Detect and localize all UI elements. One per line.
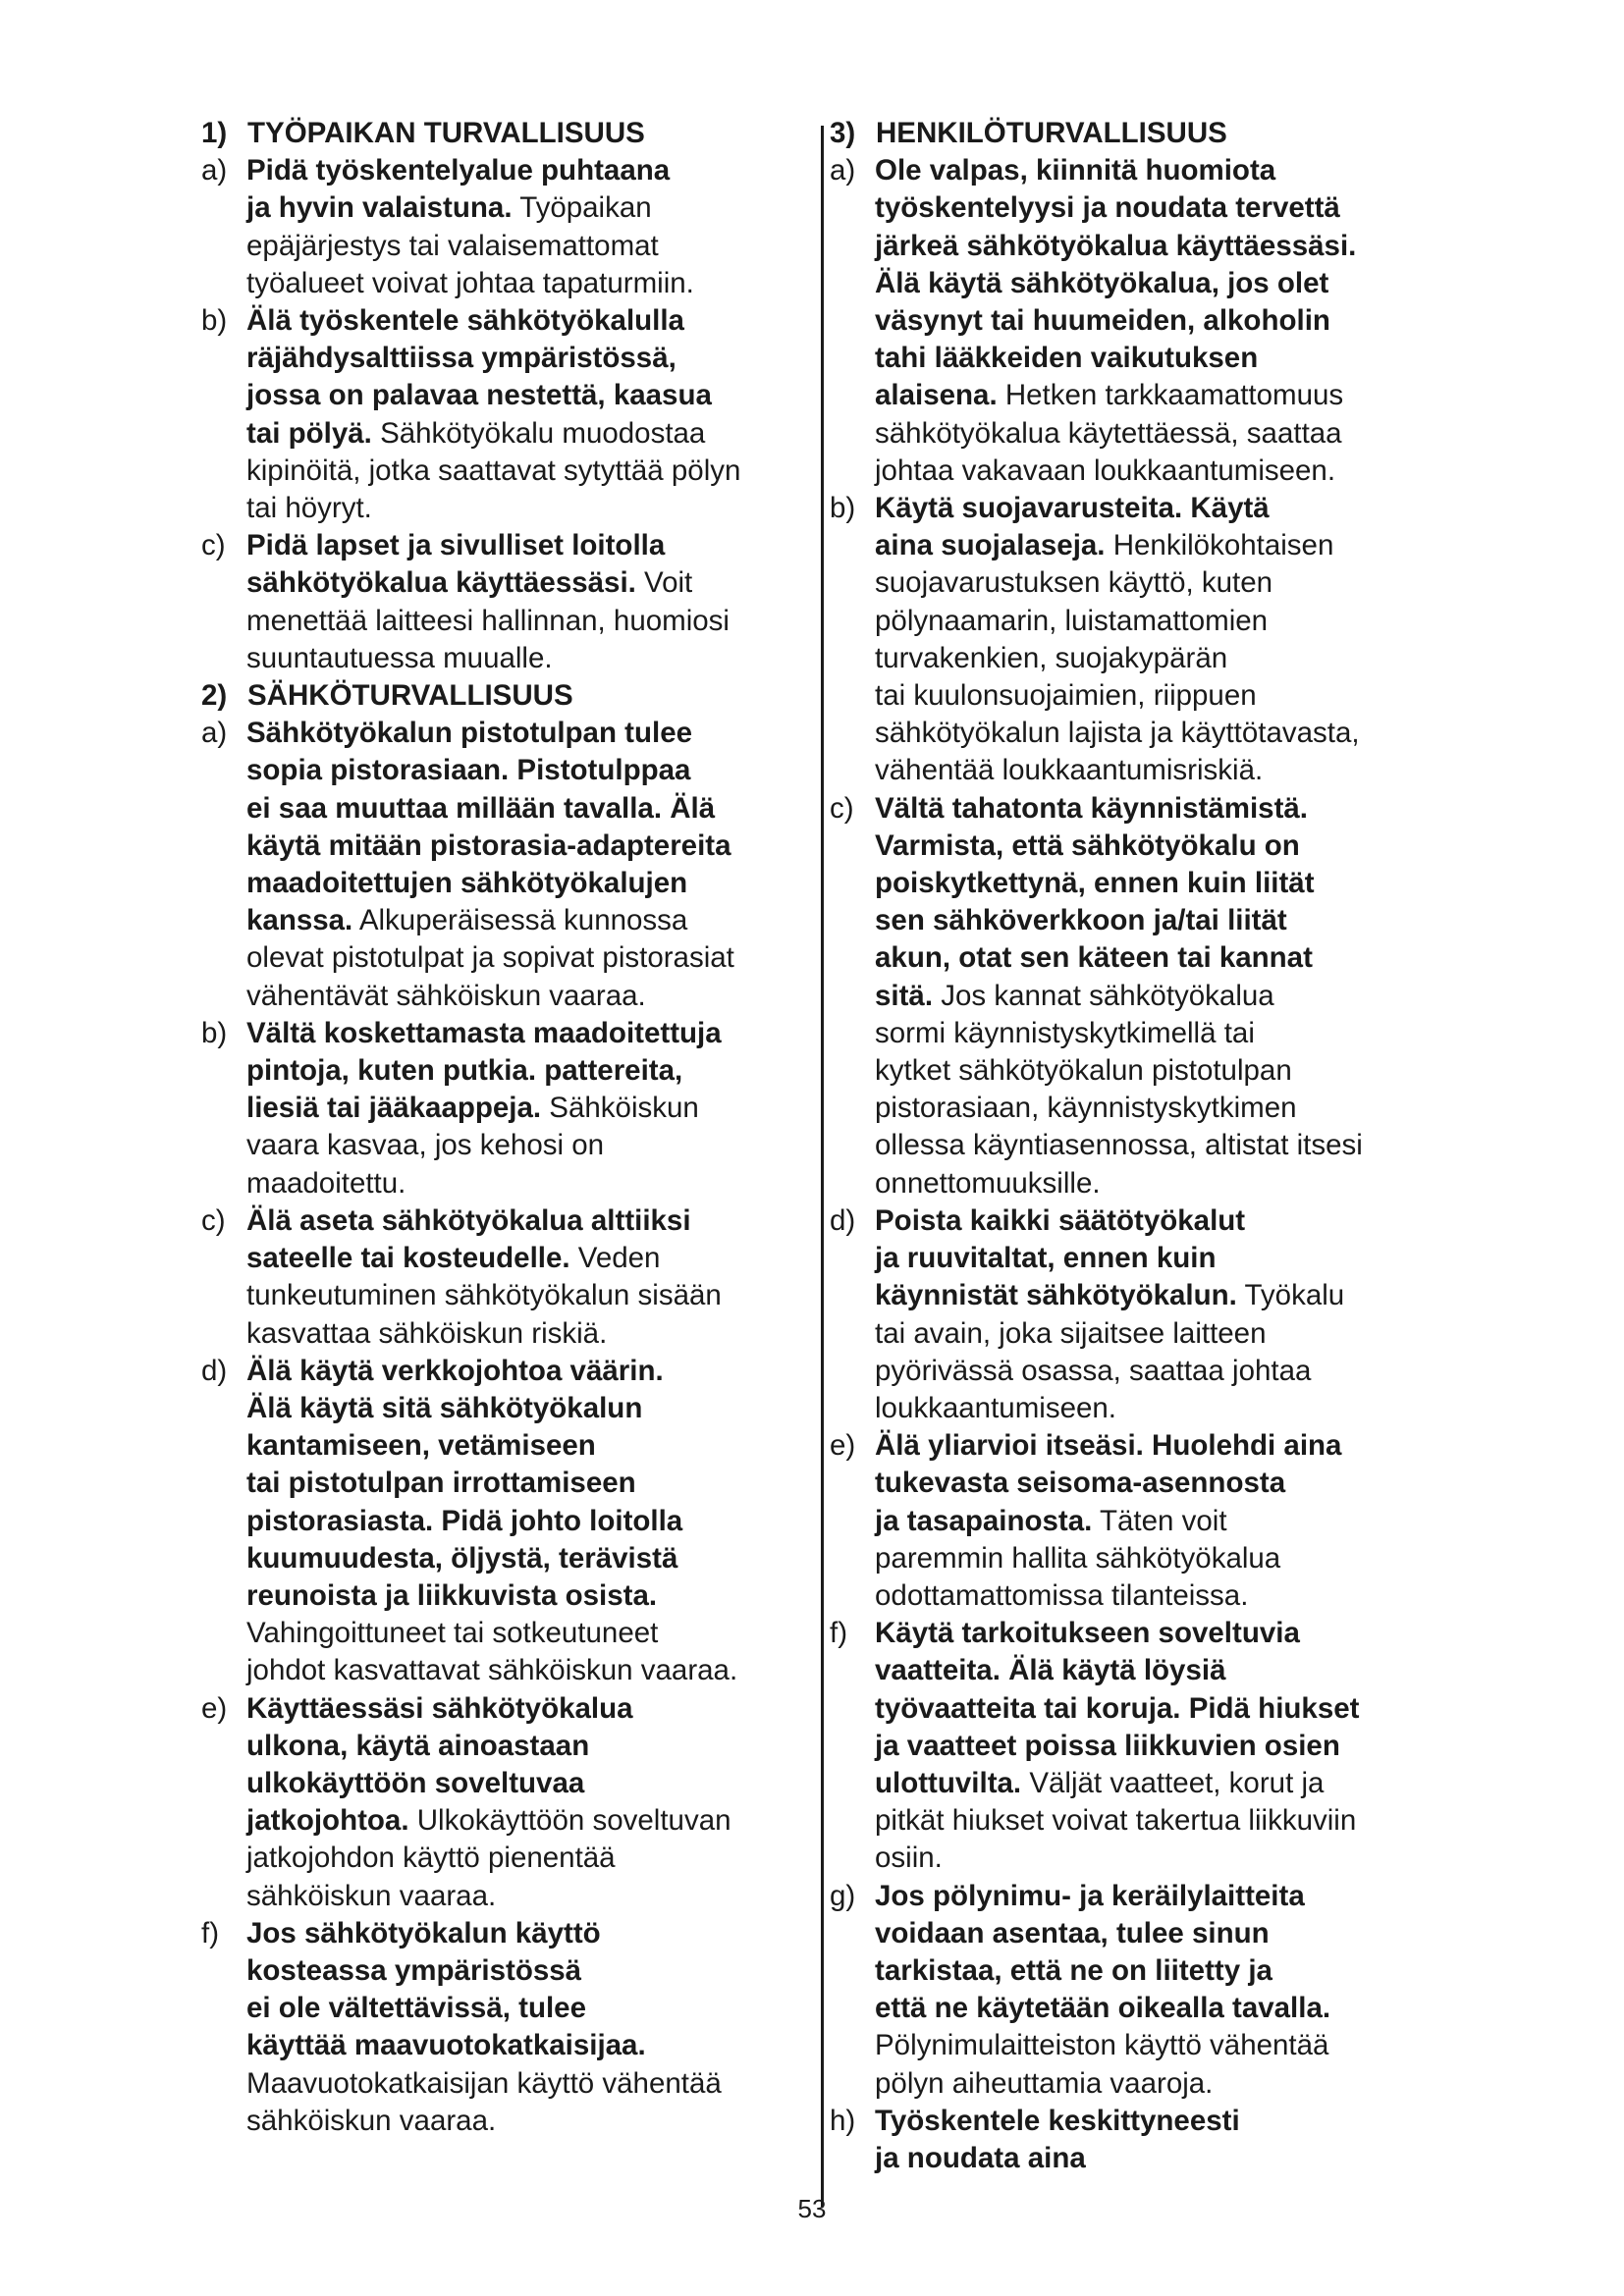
item-label: f) [201,1916,220,1949]
section-title: TYÖPAIKAN TURVALLISUUS [247,117,645,149]
list-item-1b [201,302,820,527]
item-bold-text: Jos sähkötyökalun käyttö kosteassa ympäristössä ei ole vältettävissä, tulee käyttää maavuotokatkaisijaa. [246,1916,646,2062]
item-bold-text: Vältä koskettamasta maadoitettuja pintoja, kuten putkia. pattereita, liesiä tai jääkaappeja. [246,1016,722,1125]
item-bold-text: Käytä tarkoitukseen soveltuvia vaatteita. Älä käytä löysiä työvaatteita tai koruja. Pidä hiukset ja vaatteet poissa liikkuvien osien ulottuvilta. [875,1617,1360,1799]
item-text [875,790,1458,1202]
item-label: c) [201,1203,226,1237]
list-item-3c [830,790,1458,1202]
item-text [875,1878,1458,2103]
list-item-2c [201,1202,820,1353]
item-body-text: Voit menettää laitteesi hallinnan, huomiosi suuntautuessa muualle. [246,566,730,674]
item-text [246,302,820,527]
list-item-3f [830,1615,1458,1877]
item-text [875,490,1458,790]
item-text [246,1353,820,1690]
item-text [875,152,1458,490]
item-label: b) [201,1016,228,1049]
item-bold-text: Älä käytä verkkojohtoa väärin. Älä käytä sitä sähkötyökalun kantamiseen, vetämiseen tai pistotulpan irrottamiseen pistorasiasta. Pidä johto loitolla kuumuudesta, öljystä, terävistä reunoista ja liikkuvista osista. [246,1354,683,1612]
item-bold-text: Pidä työskentelyalue puhtaana ja hyvin valaistuna. [246,154,671,225]
item-body-text: Vahingoittuneet tai sotkeutuneet johdot kasvattavat sähköiskun vaaraa. [246,1617,738,1687]
item-label: a) [201,154,228,187]
item-label: h) [830,2104,856,2137]
list-item-2f [201,1915,820,2140]
list-item-2a [201,715,820,1015]
list-item-3a [830,152,1458,490]
item-body-text: Työkalu tai avain, joka sijaitsee laitteen pyörivässä osassa, saattaa johtaa loukkaantumiseen. [875,1279,1345,1424]
list-item-1c [201,527,820,677]
item-text [875,2103,1458,2177]
section-number: 1) [201,117,228,149]
column-divider [821,126,824,2207]
item-body-text: Maavuotokatkaisijan käyttö vähentää sähköiskun vaaraa. [246,2066,722,2137]
item-body-text: Ulkokäyttöön soveltuvan jatkojohdon käyttö pienentää sähköiskun vaaraa. [246,1804,731,1912]
section-number: 2) [201,679,228,713]
item-body-text: Sähköiskun vaara kasvaa, jos kehosi on maadoitettu. [246,1092,699,1200]
item-body-text: Henkilökohtaisen suojavarustuksen käyttö, kuten pölynaamarin, luistamattomien turvakenkien, suojakypärän tai kuulonsuojaimien, riippuen sähkötyökalun lajista ja käyttötavasta, vähentää loukkaantumisriskiä. [875,529,1360,787]
item-text [246,1690,820,1915]
item-text [246,715,820,1015]
list-item-2e [201,1690,820,1915]
item-label: a) [830,154,856,187]
list-item-3b [830,490,1458,790]
list-item-2d [201,1353,820,1690]
list-item-3h [830,2103,1458,2177]
item-label: c) [830,791,854,825]
item-body-text: Alkuperäisessä kunnossa olevat pistotulpat ja sopivat pistorasiat vähentävät sähköiskun vaaraa. [246,904,734,1012]
item-label: c) [201,529,226,562]
item-label: e) [830,1429,856,1463]
left-column [201,115,820,2140]
section-heading-2 [201,677,820,715]
item-label: d) [830,1203,856,1237]
item-bold-text: Käyttäessäsi sähkötyökalua ulkona, käytä ainoastaan ulkokäyttöön soveltuvaa jatkojohtoa. [246,1691,633,1838]
item-body-text: Veden tunkeutuminen sähkötyökalun sisään kasvattaa sähköiskun riskiä. [246,1242,722,1350]
item-bold-text: Työskentele keskittyneesti ja noudata aina [875,2104,1240,2174]
item-label: b) [830,492,856,525]
item-body-text: Täten voit paremmin hallita sähkötyökalua odottamattomissa tilanteissa. [875,1504,1281,1612]
section-heading-3 [830,115,1458,152]
item-label: g) [830,1879,856,1912]
right-column [830,115,1458,2177]
item-text [875,1427,1458,1615]
item-text [875,1615,1458,1877]
item-bold-text: Jos pölynimu- ja keräilylaitteita voidaan asentaa, tulee sinun tarkistaa, että ne on liitetty ja että ne käytetään oikealla tavalla. [875,1879,1331,2025]
item-label: e) [201,1691,228,1725]
item-bold-text: Poista kaikki säätötyökalut ja ruuvitaltat, ennen kuin käynnistät sähkötyökalun. [875,1203,1246,1312]
item-bold-text: Pidä lapset ja sivulliset loitolla sähkötyökalua käyttäessäsi. [246,529,666,600]
section-title: HENKILÖTURVALLISUUS [876,117,1227,149]
item-text [875,1202,1458,1427]
item-body-text: Pölynimulaitteiston käyttö vähentää pölyn aiheuttamia vaaroja. [875,2029,1329,2100]
item-label: a) [201,717,228,750]
item-bold-text: Älä työskentele sähkötyökalulla räjähdysalttiissa ympäristössä, jossa on palavaa nestettä, kaasua tai pölyä. [246,304,712,450]
item-label: d) [201,1354,228,1387]
section-number: 3) [830,117,856,149]
item-text [246,1015,820,1202]
item-bold-text: Ole valpas, kiinnitä huomiota työskentelyysi ja noudata tervettä järkeä sähkötyökalua käyttäessäsi. Älä käytä sähkötyökalua, jos olet väsynyt tai huumeiden, alkoholin tahi lääkkeiden vaikutuksen alaisena. [875,154,1357,412]
item-bold-text: Käytä suojavarusteita. Käytä aina suojalaseja. [875,492,1270,562]
section-title: SÄHKÖTURVALLISUUS [247,679,573,713]
item-body-text: Väljät vaatteet, korut ja pitkät hiukset voivat takertua liikkuviin osiin. [875,1766,1357,1875]
list-item-3g [830,1878,1458,2103]
list-item-3d [830,1202,1458,1427]
item-text [246,152,820,302]
section-heading-1 [201,115,820,152]
item-text [246,1915,820,2140]
item-label: b) [201,304,228,338]
item-text [246,1202,820,1353]
item-bold-text: Sähkötyökalun pistotulpan tulee sopia pistorasiaan. Pistotulppaa ei saa muuttaa millään tavalla. Älä käytä mitään pistorasia-adaptereita maadoitettujen sähkötyökalujen kanssa. [246,717,731,937]
list-item-1a [201,152,820,302]
item-body-text: Sähkötyökalu muodostaa kipinöitä, jotka saattavat sytyttää pölyn tai höyryt. [246,416,741,525]
item-bold-text: Vältä tahatonta käynnistämistä. Varmista, että sähkötyökalu on poiskytkettynä, ennen kuin liität sen sähköverkkoon ja/tai liität akun, otat sen käteen tai kannat sitä. [875,791,1315,1012]
list-item-3e [830,1427,1458,1615]
item-body-text: Hetken tarkkaamattomuus sähkötyökalua käytettäessä, saattaa johtaa vakavaan loukkaantumiseen. [875,379,1344,487]
page-number: 53 [797,2194,827,2223]
item-text [246,527,820,677]
item-body-text: Jos kannat sähkötyökalua sormi käynnistyskytkimellä tai kytket sähkötyökalun pistotulpan pistorasiaan, käynnistyskytkimen ollessa käyntiasennossa, altistat itsesi onnettomuuksille. [875,979,1363,1200]
item-body-text: Työpaikan epäjärjestys tai valaisemattomat työalueet voivat johtaa tapaturmiin. [246,191,694,299]
item-bold-text: Älä yliarvioi itseäsi. Huolehdi aina tukevasta seisoma-asennosta ja tasapainosta. [875,1429,1342,1537]
item-label: f) [830,1617,848,1650]
item-bold-text: Älä aseta sähkötyökalua alttiiksi sateelle tai kosteudelle. [246,1203,691,1275]
list-item-2b [201,1015,820,1202]
